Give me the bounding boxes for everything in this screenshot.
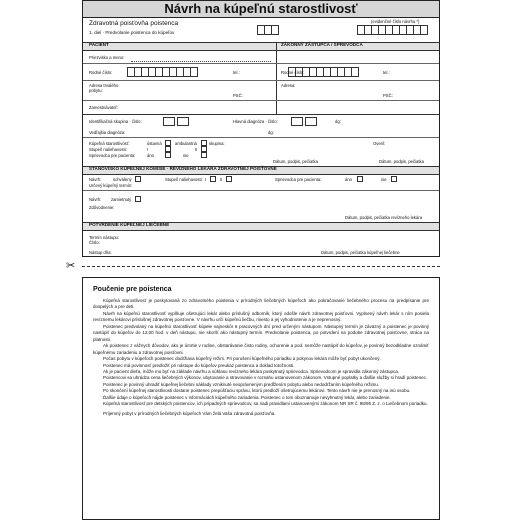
scissors-icon: ✂ [66,260,76,272]
spa-proposal-form [82,0,440,257]
companion-yes: áno [147,153,154,158]
urgency-label: Stupeň naliehavosti: [89,147,127,152]
row-line [83,63,439,64]
indication-box[interactable] [163,117,175,126]
register-number-label: (evidenčné číslo návrhu *) [371,19,420,24]
instruction-paragraph: Poistenec predvolaný na kúpeľnú starostlivosť kúpele najneskôr 6 pracovných dní pred určeným nástupom. Nástupný termín je záväzný a poistenec je povinný nastúpiť do kúpeľov do 12,00 hod. v deň nástupu, nie skorší ako nástupný termín. Predvolanie poistenca, po potvrdení na podobe zdravotnej poisťovne, stráca na platnosti. [93,323,429,342]
row-line [83,80,439,81]
indication-label: Identifikačná skupina · číslo: [89,119,142,124]
instruction-paragraph: Poistencovi sa uhrádza cena liečebných výkonov, ubytovanie a stravovanie v rozsahu ustanovenom zákonom. Vstupné poplatky a ďalšie služby si hradí poistenec. [103,375,428,381]
committee-urgency-2: II [220,177,223,182]
verifier-stamp-label: Dátum, podpis, pečiatka [379,159,424,164]
patient-name-field[interactable] [131,61,271,62]
committee-stamp-label: Dátum, podpis, pečiatka revízneho lekára [345,215,423,220]
guardian-section-title: ZÁKONNÝ ZÁSTUPCA / SPREVODCA [281,42,363,47]
instructions-heading: Poučenie pre poistenca [93,286,172,293]
instruction-paragraph: Po skončení kúpeľnej starostlivosti dostane poistenec prepúšťaciu správu, ktorú predloží ošetrujúcemu lekárovi. Tento návrh nie je prenosný na inú osobu. [103,388,411,394]
instruction-paragraph: Kúpeľná starostlivosť pre detských poistencov, ich prípadných sprievodcov, sa riadi pravidlami ustanovenými zákonom NR SR č. 98/95 Z. z. o Liečebnom poriadku. [103,401,428,407]
form-title: Návrh na kúpeľnú starostlivosť [83,1,439,18]
employer-label: Zamestnávateľ: [89,105,118,110]
companion-no: nie [183,153,189,158]
patient-zip-label: PSČ: [233,93,243,98]
patient-address-label: Adresa trvalého pobytu: [89,83,119,93]
spa-term-label: Určený kúpeľný termín: [89,183,133,188]
committee-urgency-1-checkbox[interactable] [210,176,216,182]
register-number-cells[interactable] [358,25,428,35]
row-line [83,190,439,191]
companion-no-checkbox[interactable] [201,152,207,158]
care-type-label: Kúpeľná starostlivosť: [89,141,130,146]
main-diagnosis-label: Hlavná diagnóza · číslo: [233,119,278,124]
cut-line [82,266,440,267]
approved-checkbox[interactable] [135,176,141,182]
committee-section-title: STANOVISKO KÚPEĽNEJ KOMISIE · REVÍZNEHO LEKÁRA ZDRAVOTNEJ POISŤOVNE [89,166,277,171]
patient-section-title: PACIENT [89,42,109,47]
spa-stamp-label: Dátum, podpis, pečiatka kúpeľnej liečebne [321,250,400,255]
rejected-proposal-label: Návrh: [89,197,102,202]
instructions-body [93,298,429,417]
insurer-label: Zdravotná poisťovňa poistenca [89,20,179,27]
confirmation-number-label: Číslo: [89,240,100,245]
patient-name-label: Priezvisko a meno: [89,55,125,60]
instruction-paragraph: Ak poistenec z vážnych dôvodov, ako je úmrtie v rodine, obstarávanie čisto rodiny, ochorenie a pod. nemôže nastúpiť do kúpeľov, je povinný bezodkladne oznámiť kúpeľnému zariadeniu a zdravotnej poisťovni. [93,343,429,355]
arrival-label: Nástup dňa: [89,250,112,255]
rejected-checkbox[interactable] [135,196,141,202]
divider [276,42,277,115]
committee-no-checkbox[interactable] [391,176,397,182]
row-line [83,137,439,138]
instruction-paragraph: Ak je pacient dieťa, môže mu byť na základe návrhu a súhlasu revízneho lekára poskytnutý sprievodca. Sprievodcom je spravidla zákonný zástupca. [103,368,400,374]
main-diagnosis-box[interactable] [291,117,303,126]
confirmation-section-title: POTVRDENIE KÚPEĽNEJ LIEČEBNE [89,222,170,227]
rejected-value: zamietnutý [111,197,132,202]
justification-label: Zdôvodnenie: [89,205,115,210]
instruction-paragraph: Ďalšie údaje o kúpeľoch nájde poistenec v informáciách kúpeľného zariadenia. Poistenec o tom oboznamuje nevyhnutný lekár, alebo zariadenie. [103,394,391,400]
indication-box[interactable] [177,117,189,126]
row-line [83,100,439,101]
committee-yes-checkbox[interactable] [357,176,363,182]
companion-label: Sprievodca pre pacienta: [89,153,136,158]
committee-urgency-2-checkbox[interactable] [226,176,232,182]
secondary-diagnosis-label: Vedľajšia diagnóza: [89,130,126,135]
guardian-birth-number-label: Rodné číslo: [281,70,305,75]
section-line [83,114,439,115]
urgency-level-2: II [195,147,198,152]
companion-yes-checkbox[interactable] [165,152,171,158]
guardian-phone-label: tel.: [383,70,390,75]
patient-phone-label: tel.: [233,70,240,75]
instruction-paragraph: Počas pobytu v kúpeľoch poistenec dodržiava kúpeľný režim. Pri porušení kúpeľného poriadku a pokynov lekára môže byť pobyt ukončený. [103,356,381,362]
instructions-closing: Príjemný pobyt v prírodných liečebných kúpeľoch Vám želá Vaša zdravotná poisťovňa. [103,410,276,416]
instructions-panel [82,277,440,520]
main-diagnosis-box[interactable] [305,117,317,126]
committee-urgency-1: I [205,177,207,182]
insurer-code-cells[interactable] [258,25,279,35]
care-option-group: skupina: [209,141,225,146]
patient-birth-number-cells[interactable] [128,67,198,77]
guardian-zip-label: PSČ: [383,93,393,98]
committee-companion-label: Sprievodca pre pacienta: [275,177,322,182]
verified-label: Overil: [373,141,386,146]
committee-approved: schválený [113,177,132,182]
guardian-address-label: Adresa: [281,83,296,88]
committee-companion-yes: áno [345,177,352,182]
instruction-paragraph: Poistenec je povinný uhradiť kúpeľnej liečebni náklady vzniknuté neoprávneným predĺžením pobytu alebo nedodržaním kúpeľného režimu. [103,381,379,387]
urgency-level-1: I [147,147,149,152]
instruction-paragraph: Poistenec má povinnosť predložiť pri nástupe do kúpeľov preukaz poistenca a doklad totožnosti. [103,362,295,368]
committee-proposal-label: Návrh: [89,177,102,182]
dg-label: dg: [335,119,341,124]
patient-birth-number-label: Rodné číslo: [89,70,113,75]
care-option-outpatient: ambulantná [175,141,197,146]
care-option-inpatient: ústavná [147,141,162,146]
committee-urgency-label: Stupeň naliehavosti: [165,177,203,182]
part-one-label: 1. diel · Predvolanie poistenca do kúpeľov [89,30,175,35]
instruction-paragraph: Návrh na kúpeľnú starostlivosť vyplňuje ošetrujúci lekár alebo príslušný odborník, ktorý odošle návrh zdravotnej poisťovni. Vyplnený návrh lekár s ním posiela revíznemu lekárovi príslušnej zdravotnej poisťovne. V návrhu určí kúpeľnú liečbu, miesto a jej vyhodnotenie a je neprenosný. [93,310,429,323]
patient-header-band [83,42,439,51]
doctor-stamp-label: Dátum, podpis, pečiatka [273,159,318,164]
admission-label: Termín nástupu: [89,235,120,240]
committee-companion-no: nie [381,177,387,182]
instruction-paragraph: Kúpeľná starostlivosť je poskytovaná zo zdravotného poistenia v prírodných liečebných kúpeľoch ako pokračovanie liečebného procesu na predpísanie pre dospelých a pre deti. [93,298,429,310]
secondary-dg-label: dg: [268,130,274,135]
